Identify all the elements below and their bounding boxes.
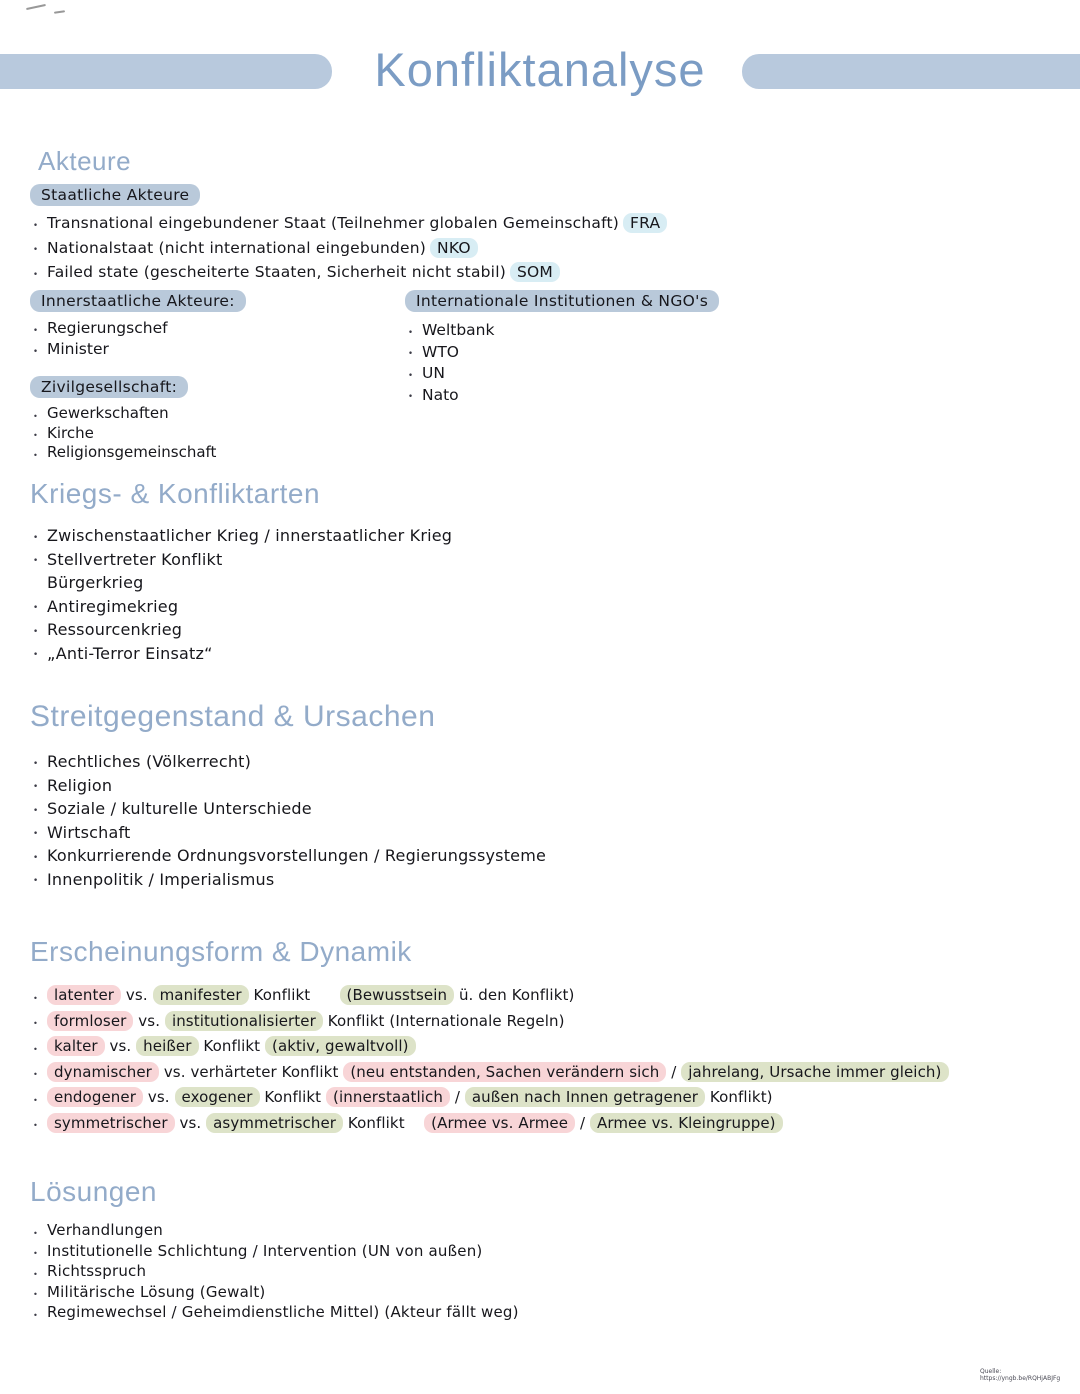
loesungen-list	[30, 1220, 1060, 1323]
item-text: Failed state (gescheiterte Staaten, Sicherheit nicht stabil)	[47, 263, 506, 281]
highlighted-text: endogener	[47, 1087, 143, 1107]
plain-text: Konflikt)	[705, 1088, 773, 1106]
plain-text: /	[575, 1113, 590, 1132]
section-heading-kriegsarten: Kriegs- & Konfliktarten	[30, 478, 321, 509]
pen-mark	[54, 10, 65, 14]
plain-text: vs.	[121, 986, 153, 1004]
page-title: Konfliktanalyse	[374, 43, 706, 96]
akteure-columns	[30, 290, 1060, 463]
list-item: • Richtsspruch	[30, 1261, 1060, 1282]
section-heading-erscheinungsform: Erscheinungsform & Dynamik	[30, 936, 412, 967]
column-international	[405, 290, 719, 463]
highlighted-text: außen nach Innen getragener	[465, 1087, 705, 1107]
list-item: • Ressourcenkrieg	[30, 618, 1060, 642]
highlighted-text: (neu entstanden, Sachen verändern sich	[343, 1062, 666, 1082]
plain-text: vs.	[143, 1088, 175, 1106]
highlighted-text: institutionalisierter	[165, 1011, 323, 1031]
highlighted-text: (innerstaatlich	[326, 1087, 450, 1107]
section-akteure	[30, 146, 1060, 285]
list-item: • Religion	[30, 774, 1060, 798]
highlighted-text: formloser	[47, 1011, 133, 1031]
zivilgesellschaft-list	[30, 404, 375, 463]
pen-mark	[26, 4, 46, 10]
list-item: • Innenpolitik / Imperialismus	[30, 868, 1060, 892]
item-text: Transnational eingebundener Staat (Teilnehmer globalen Gemeinschaft)	[47, 214, 620, 232]
list-item: • Soziale / kulturelle Unterschiede	[30, 797, 1060, 821]
innerstaatliche-list	[30, 318, 375, 360]
section-erscheinungsform	[30, 936, 1060, 1136]
list-item: • Konkurrierende Ordnungsvorstellungen / Regierungssysteme	[30, 844, 1060, 868]
highlighted-text: dynamischer	[47, 1062, 159, 1082]
plain-text: Konflikt	[248, 986, 340, 1004]
plain-text: Konflikt	[198, 1037, 266, 1055]
plain-text: vs.	[174, 1113, 207, 1132]
list-item: • WTO	[405, 342, 719, 364]
plain-text: vs.	[104, 1037, 137, 1055]
highlighted-text: (aktiv, gewaltvoll)	[265, 1036, 416, 1056]
highlighted-text: jahrelang, Ursache immer gleich)	[681, 1062, 948, 1082]
source-note: Quelle: https://yngb.be/RQHjABJFg	[980, 1368, 1061, 1382]
list-item	[30, 236, 1060, 261]
plain-text: Konflikt (Internationale Regeln)	[322, 1011, 565, 1030]
list-item: • Verhandlungen	[30, 1220, 1060, 1241]
list-item	[30, 1111, 1060, 1137]
list-item	[30, 1034, 1060, 1060]
highlighted-text: (Bewusstsein	[340, 985, 455, 1005]
country-tag: NKO	[430, 238, 478, 258]
subheading-innerstaatliche-akteure: Innerstaatliche Akteure:	[30, 290, 246, 312]
subheading-staatliche-akteure: Staatliche Akteure	[30, 184, 200, 206]
country-tag: FRA	[623, 213, 667, 233]
kriegsarten-list	[30, 524, 1060, 665]
list-item: • Institutionelle Schlichtung / Intervention (UN von außen)	[30, 1241, 1060, 1262]
list-item	[30, 1009, 1060, 1035]
section-heading-akteure: Akteure	[38, 146, 132, 176]
plain-text: vs. verhärteter Konflikt	[158, 1062, 344, 1081]
plain-text: /	[450, 1088, 465, 1106]
highlighted-text: Armee vs. Kleingruppe)	[590, 1113, 783, 1133]
list-item: Bürgerkrieg	[47, 573, 144, 592]
internationale-list	[405, 320, 719, 406]
section-streitgegenstand	[30, 700, 1060, 891]
item-text: Nationalstaat (nicht international eingebunden)	[47, 238, 427, 257]
plain-text: vs.	[133, 1011, 165, 1030]
list-item: • Religionsgemeinschaft	[30, 443, 375, 463]
section-heading-streitgegenstand: Streitgegenstand & Ursachen	[30, 700, 436, 733]
plain-text: ü. den Konflikt)	[454, 986, 575, 1004]
list-item	[30, 1085, 1060, 1111]
plain-text: Konflikt	[259, 1088, 327, 1106]
list-item	[30, 983, 1060, 1009]
list-item	[30, 211, 1060, 236]
country-tag: SOM	[510, 262, 560, 282]
highlighted-text: heißer	[136, 1036, 198, 1056]
list-item: • UN	[405, 363, 719, 385]
list-item	[30, 1060, 1060, 1086]
list-item: • Gewerkschaften	[30, 404, 375, 424]
list-item: • Antiregimekrieg	[30, 595, 1060, 619]
subheading-internationale-institutionen: Internationale Institutionen & NGO's	[405, 290, 719, 312]
highlighted-text: symmetrischer	[47, 1113, 175, 1133]
list-item: • Kirche	[30, 424, 375, 444]
list-item	[30, 260, 1060, 285]
list-item: • Wirtschaft	[30, 821, 1060, 845]
section-loesungen	[30, 1176, 1060, 1323]
highlighted-text: exogener	[175, 1087, 260, 1107]
column-innerstaatlich	[30, 290, 375, 463]
streitgegenstand-list	[30, 750, 1060, 891]
highlighted-text: (Armee vs. Armee	[424, 1113, 575, 1133]
list-item: • Regierungschef	[30, 318, 375, 339]
list-item: • Minister	[30, 339, 375, 360]
section-heading-loesungen: Lösungen	[30, 1176, 158, 1207]
highlighted-text: manifester	[153, 985, 249, 1005]
section-kriegsarten	[30, 478, 1060, 665]
staatliche-akteure-list	[30, 211, 1060, 285]
list-item: • Nato	[405, 385, 719, 407]
list-item: • Regimewechsel / Geheimdienstliche Mittel) (Akteur fällt weg)	[30, 1302, 1060, 1323]
plain-text: Konflikt	[343, 1113, 425, 1132]
subheading-zivilgesellschaft: Zivilgesellschaft:	[30, 376, 188, 398]
list-item: • Weltbank	[405, 320, 719, 342]
plain-text: /	[666, 1062, 682, 1081]
list-item: • Rechtliches (Völkerrecht)	[30, 750, 1060, 774]
list-item: • Zwischenstaatlicher Krieg / innerstaatlicher Krieg	[30, 524, 1060, 548]
highlighted-text: asymmetrischer	[206, 1113, 343, 1133]
highlighted-text: latenter	[47, 985, 121, 1005]
list-item: • „Anti-Terror Einsatz“	[30, 642, 1060, 666]
list-item: • Militärische Lösung (Gewalt)	[30, 1282, 1060, 1303]
highlighted-text: kalter	[47, 1036, 105, 1056]
list-item: • Stellvertreter Konflikt	[30, 548, 1060, 572]
erscheinungsform-list	[30, 983, 1060, 1136]
